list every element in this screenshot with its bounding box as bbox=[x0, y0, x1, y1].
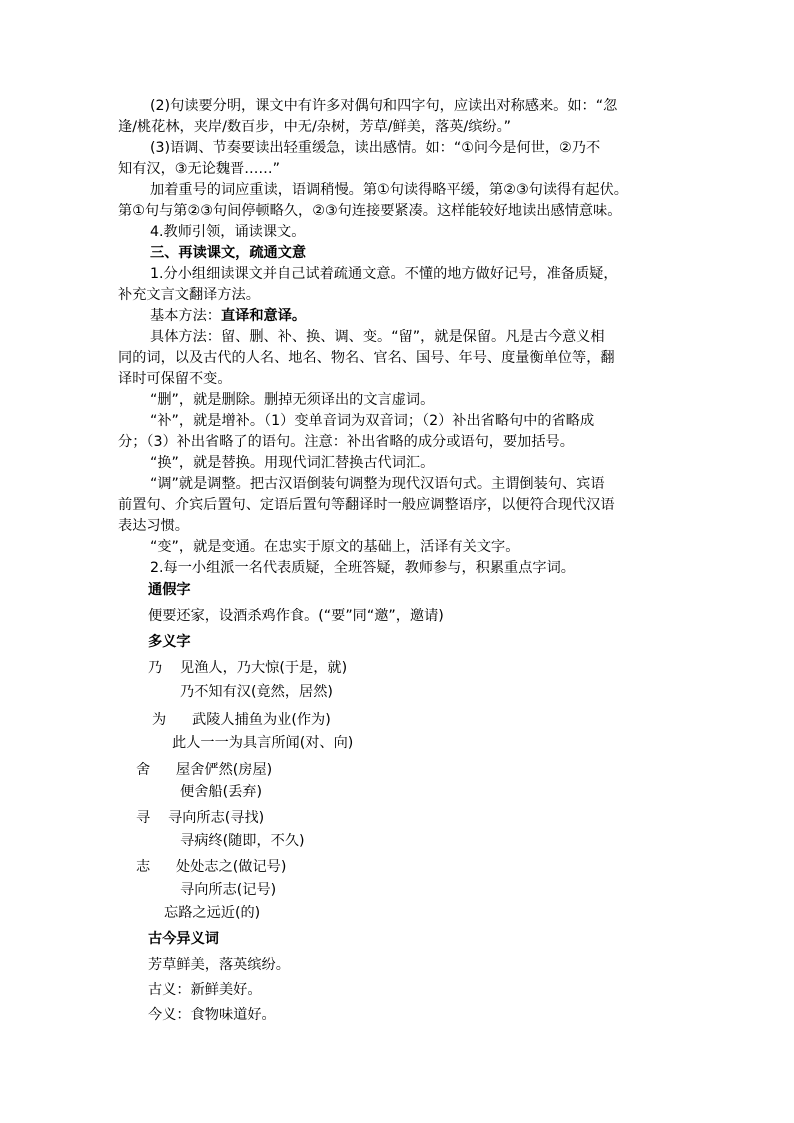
term-char-nai: 乃 bbox=[148, 660, 163, 676]
paragraph-line: “补”，就是增补。（1）变单音词为双音词；（2）补出省略句中的省略成 bbox=[150, 413, 595, 429]
paragraph-line: “换”，就是替换。用现代词汇替换古代词汇。 bbox=[150, 455, 435, 471]
gujin-heading: 古今异义词 bbox=[148, 931, 219, 947]
paragraph-line: 译时可保留不变。 bbox=[118, 371, 232, 387]
term-char-wei: 为 bbox=[152, 712, 167, 728]
tongjiazi-heading: 通假字 bbox=[148, 582, 191, 598]
term-meaning: 此人一一为具言所闻(对、向) bbox=[172, 735, 354, 751]
term-char-zhi: 志 bbox=[136, 859, 151, 875]
gujin-example-rest: ，落英缤纷。 bbox=[204, 957, 290, 973]
basic-method-line bbox=[150, 306, 306, 326]
term-meaning: 见渔人，乃大惊(于是，就) bbox=[180, 660, 348, 676]
paragraph-line: 逢/桃花林，夹岸/数百步，中无/杂树，芳草/鲜美，落英/缤纷。” bbox=[118, 119, 512, 135]
gujin-example bbox=[148, 955, 290, 975]
term-meaning: 寻向所志(寻找) bbox=[168, 810, 265, 826]
paragraph-line: 补充文言文翻译方法。 bbox=[118, 287, 260, 303]
basic-method-label: 基本方法： bbox=[150, 308, 221, 324]
term-meaning: 武陵人捕鱼为业(作为) bbox=[192, 712, 331, 728]
paragraph-line: 加着重号的词应重读，语调稍慢。第①句读得略平缓，第②③句读得有起伏。 bbox=[150, 182, 628, 198]
paragraph-line: 第①句与第②③句间停顿略久，②③句连接要紧凑。这样能较好地读出感情意味。 bbox=[118, 203, 622, 219]
term-char-she: 舍 bbox=[136, 762, 151, 778]
term-meaning: 乃不知有汉(竟然，居然) bbox=[180, 684, 333, 700]
term-meaning: 屋舍俨然(房屋) bbox=[176, 762, 273, 778]
term-meaning: 便舍船(丢弃) bbox=[180, 784, 263, 800]
basic-method-value: 直译和意译。 bbox=[220, 308, 307, 324]
paragraph-line: “变”，就是变通。在忠实于原文的基础上，活译有关文字。 bbox=[150, 539, 520, 555]
paragraph-line: 表达习惯。 bbox=[118, 518, 189, 534]
term-meaning: 忘路之远近(的) bbox=[164, 905, 261, 921]
paragraph-line: 2.每一小组派一名代表质疑，全班答疑，教师参与，积累重点字词。 bbox=[150, 560, 575, 576]
term-meaning: 寻向所志(记号) bbox=[180, 882, 277, 898]
term-char-xun: 寻 bbox=[136, 810, 151, 826]
paragraph-line: 具体方法：留、删、补、换、调、变。“留”，就是保留。凡是古今意义相 bbox=[150, 329, 605, 345]
gujin-modern-meaning: 今义：食物味道好。 bbox=[148, 1007, 276, 1023]
gujin-example-bold: 芳草鲜美 bbox=[148, 957, 205, 973]
paragraph-line: 知有汉，③无论魏晋……” bbox=[118, 161, 280, 177]
tongjiazi-example: 便要还家，设酒杀鸡作食。(“要”同“邀”，邀请) bbox=[148, 608, 444, 624]
paragraph-line: 前置句、介宾后置句、定语后置句等翻译时一般应调整语序，以便符合现代汉语 bbox=[118, 497, 615, 513]
duoyizi-heading: 多义字 bbox=[148, 634, 191, 650]
paragraph-line: 1.分小组细读课文并自己试着疏通文意。不懂的地方做好记号，准备质疑， bbox=[150, 266, 618, 282]
paragraph-line: (2)句读要分明，课文中有许多对偶句和四字句，应读出对称感来。如：“忽 bbox=[150, 98, 618, 114]
paragraph-line: 4.教师引领，诵读课文。 bbox=[150, 224, 306, 240]
gujin-ancient-meaning: 古义：新鲜美好。 bbox=[148, 982, 262, 998]
section-heading: 三、再读课文，疏通文意 bbox=[150, 245, 307, 261]
term-meaning: 处处志之(做记号) bbox=[176, 859, 287, 875]
paragraph-line: “删”，就是删除。删掉无须译出的文言虚词。 bbox=[150, 392, 435, 408]
term-meaning: 寻病终(随即，不久) bbox=[180, 833, 305, 849]
paragraph-line: 同的词，以及古代的人名、地名、物名、官名、国号、年号、度量衡单位等，翻 bbox=[118, 350, 615, 366]
paragraph-line: (3)语调、节奏要读出轻重缓急，读出感情。如：“①问今是何世，②乃不 bbox=[150, 140, 601, 156]
paragraph-line: “调”就是调整。把古汉语倒装句调整为现代汉语句式。主谓倒装句、宾语 bbox=[150, 476, 605, 492]
paragraph-line: 分；（3）补出省略了的语句。注意：补出省略的成分或语句，要加括号。 bbox=[118, 434, 574, 450]
